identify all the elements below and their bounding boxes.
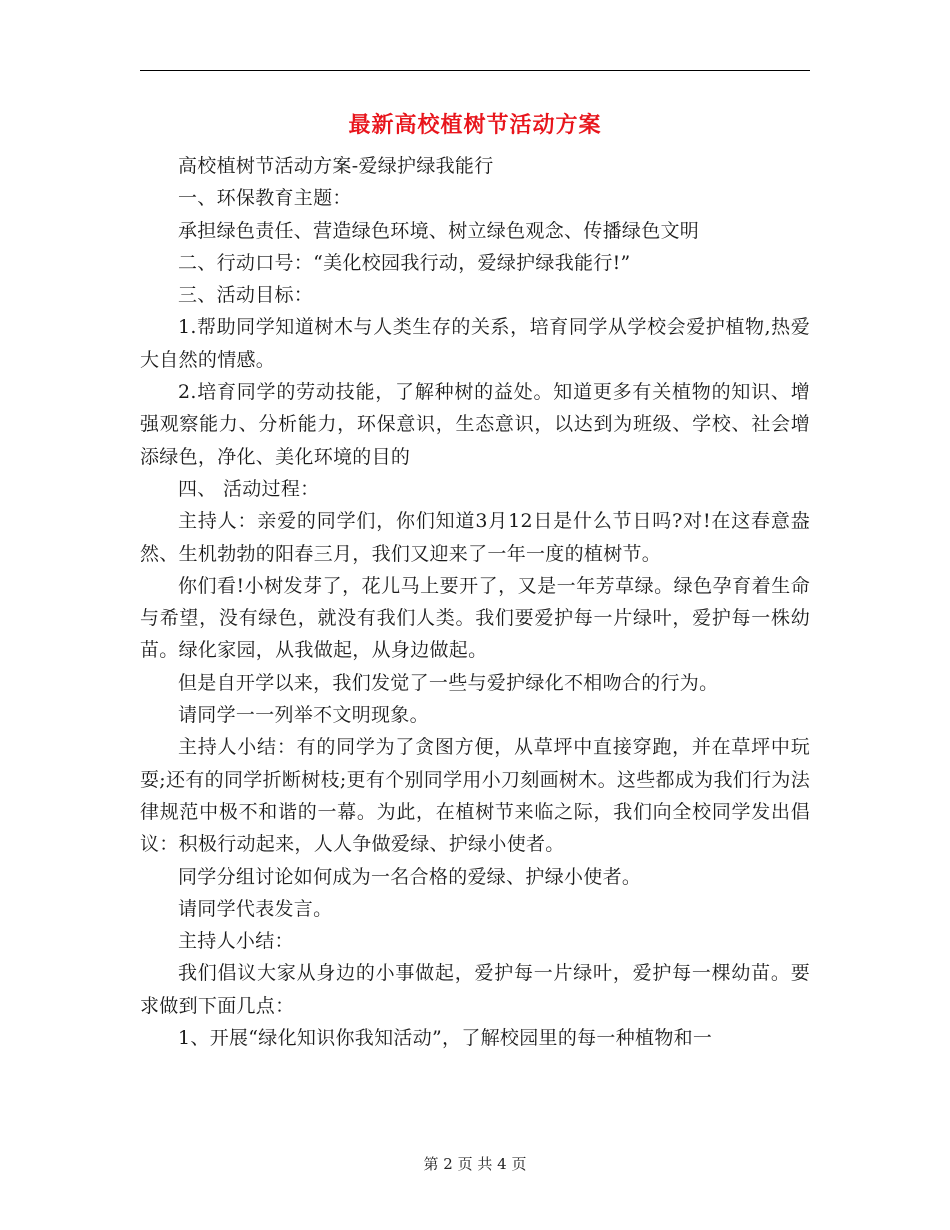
paragraph: 承担绿色责任、营造绿色环境、树立绿色观念、传播绿色文明 (178, 219, 700, 242)
paragraph: 一、环保教育主题： (178, 187, 352, 210)
paragraph: 但是自开学以来，我们发觉了一些与爱护绿化不相吻合的行为。 (178, 671, 719, 694)
header-rule (140, 70, 810, 71)
paragraph: 二、行动口号：“美化校园我行动，爱绿护绿我能行!” (178, 251, 631, 274)
page-footer: 第 2 页 共 4 页 (423, 1155, 527, 1173)
paragraph: 我们倡议大家从身边的小事做起，爱护每一片绿叶，爱护每一棵幼苗。要求做到下面几点： (140, 962, 810, 1017)
paragraph: 主持人小结：有的同学为了贪图方便，从草坪中直接穿跑，并在草坪中玩耍;还有的同学折断树枝;更有个别同学用小刀刻画树木。这些都成为我们行为法律规范中极不和谐的一幕。为此，在植树节来临之际，我们向全校同学发出倡议：积极行动起来，人人争做爱绿、护绿小使者。 (140, 736, 810, 856)
paragraph: 1.帮助同学知道树木与人类生存的关系，培育同学从学校会爱护植物,热爱大自然的情感。 (140, 316, 810, 371)
paragraph: 主持人：亲爱的同学们，你们知道3月12日是什么节日吗?对!在这春意盎然、生机勃勃的阳春三月，我们又迎来了一年一度的植树节。 (140, 510, 810, 565)
paragraph: 2.培育同学的劳动技能，了解种树的益处。知道更多有关植物的知识、增强观察能力、分析能力，环保意识，生态意识，以达到为班级、学校、社会增添绿色，净化、美化环境的目的 (140, 381, 810, 468)
paragraph: 1、开展“绿化知识你我知活动”，了解校园里的每一种植物和一 (178, 1027, 713, 1050)
paragraph: 高校植树节活动方案-爱绿护绿我能行 (178, 155, 494, 177)
paragraph: 你们看!小树发芽了，花儿马上要开了，又是一年芳草绿。绿色孕育着生命与希望，没有绿色，就没有我们人类。我们要爱护每一片绿叶，爱护每一株幼苗。绿化家园，从我做起，从身边做起。 (140, 574, 810, 662)
document-body (140, 150, 810, 1054)
paragraph: 四、 活动过程： (178, 477, 320, 500)
paragraph: 同学分组讨论如何成为一名合格的爱绿、护绿小使者。 (178, 865, 642, 888)
paragraph: 请同学代表发言。 (178, 897, 333, 920)
paragraph: 请同学一一列举不文明现象。 (178, 704, 429, 727)
document-title: 最新高校植树节活动方案 (348, 112, 602, 138)
paragraph: 主持人小结： (178, 930, 294, 953)
paragraph: 三、活动目标： (178, 284, 314, 307)
